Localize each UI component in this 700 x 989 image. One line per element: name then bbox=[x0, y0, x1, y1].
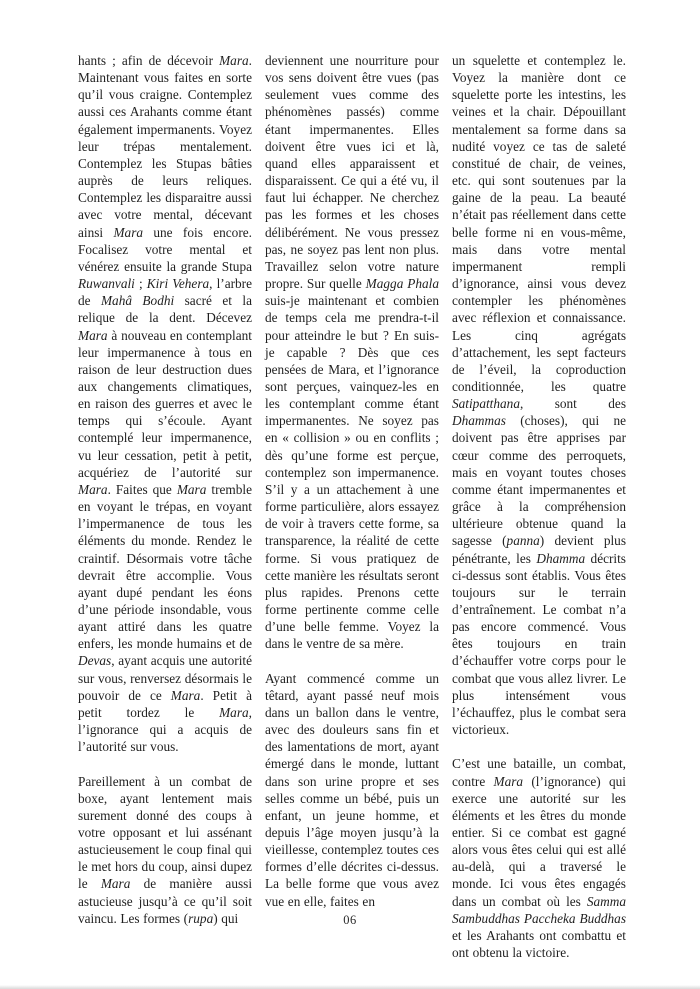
text-run: (l’ignorance) qui exerce une autorité sur les éléments et les êtres du monde entier. Si ce combat est gagné alors vous êtes celui qui est allé au-delà, qui a traversé le monde. Ici vous êtes engagés dans un combat où les bbox=[452, 773, 626, 909]
text-run: C’est une bataille, un combat, contre bbox=[452, 756, 626, 789]
text-run: . Faites que bbox=[107, 481, 177, 497]
text-run-italic: Dhamma bbox=[536, 550, 586, 566]
text-run: Ayant commencé comme un têtard, ayant passé neuf mois dans un ballon dans le ventre, avec des douleurs sans fin et des lamentations de mort, ayant émergé dans le monde, luttant dans son urine propre et ses selles comme un bébé, puis un enfant, un jeune homme, et depuis l’âge moyen jusqu’à la vieillesse, contemplez toutes ces formes d’elle décrites ci-dessus. La belle forme que vous avez vue en elle, faites en bbox=[265, 670, 439, 909]
paragraph bbox=[265, 52, 439, 652]
page-number: 06 bbox=[343, 913, 357, 927]
text-run: deviennent une nourriture pour vos sens doivent être vues (pas seulement vues comme des phénomènes passés) comme étant impermanentes. Elles doivent être vues ici et là, quand elles apparaissent et disparaissent. Ce qui a été vu, il faut lui échapper. Ne cherchez pas les formes et les choses délibérément. Ne vous pressez pas, ne soyez pas lent non plus. Travaillez selon votre nature propre. Sur quelle bbox=[265, 53, 439, 292]
paragraph bbox=[452, 52, 626, 738]
text-run-italic: Magga Phala bbox=[365, 276, 439, 292]
text-run-italic: Mara bbox=[100, 876, 131, 892]
text-run-italic: Ruwanvali bbox=[78, 276, 135, 292]
text-run: sacré et la relique de la dent. Décevez bbox=[78, 293, 252, 326]
text-run: à nouveau en contemplant leur impermanence à tous en raison de leur destruction dues aux changements climatiques, en raison des guerres et avec le temps qui s’écoule. Ayant contemplé leur impermanence, vu leur cessation, petit à petit, acquériez de l’autorité sur bbox=[78, 327, 252, 480]
text-column-3 bbox=[452, 52, 626, 961]
text-run-italic: Mara bbox=[170, 687, 201, 703]
text-run-italic: Mara bbox=[113, 224, 144, 240]
text-run-italic: Mara bbox=[78, 327, 108, 343]
page-bottom-edge bbox=[0, 985, 700, 989]
text-run-italic: Mara bbox=[493, 773, 524, 789]
text-run-italic: Satipatthana bbox=[452, 396, 520, 412]
text-run: ) devient plus pénétrante, les bbox=[452, 533, 626, 566]
text-run: une fois encore. Focalisez votre mental et vénérez ensuite la grande Stupa bbox=[78, 224, 252, 274]
text-run-italic: rupa bbox=[188, 910, 214, 926]
paragraph bbox=[78, 52, 252, 755]
text-run: . Petit à petit tordez le bbox=[78, 687, 252, 720]
text-run-italic: Samma Sambuddhas Paccheka Buddhas bbox=[452, 893, 626, 926]
text-columns bbox=[78, 52, 626, 961]
text-run: hants ; afin de décevoir bbox=[78, 53, 220, 68]
text-column-2 bbox=[265, 52, 439, 961]
text-run-italic: Mara bbox=[219, 704, 249, 720]
text-run: de manière aussi astucieuse jusqu’à ce qu’il soit vaincu. Les formes ( bbox=[78, 876, 253, 926]
text-run: , l’ignorance qui a acquis de l’autorité sur vous. bbox=[78, 704, 252, 755]
text-run: et les Arahants ont combattu et ont obtenu la victoire. bbox=[452, 927, 626, 961]
text-run: suis-je maintenant et combien de temps cela me prendra-t-il pour atteindre le but ? En suis-je capable ? Dès que ces pensées de Mara, et l’ignorance sont perçues, vainquez-les en les contemplant comme étant impermanentes. Ne soyez pas en « collision » ou en conflits ; dès qu’une forme est perçue, contemplez son impermanence. S’il y a un attachement à une forme particulière, alors essayez de voir à travers cette forme, sa transparence, la réalité de cette forme. Si vous pratiquez de cette manière les résultats seront plus rapides. Prenons cette forme pertinente comme celle d’une belle femme. Voyez la dans le ventre de sa mère. bbox=[265, 293, 439, 652]
text-run: ; bbox=[134, 276, 147, 292]
text-run: un squelette et contemplez le. Voyez la manière dont ce squelette porte les intestins, les veines et la chair. Dépouillant mentalement sa forme dans sa nudité voyez ce tas de saleté constitué de chair, de veines, etc. qui sont soutenues par la gaine de la peau. La beauté n’était pas réellement dans cette belle forme ni en vous-même, mais dans votre mental impermanent rempli d’ignorance, ainsi vous devez contempler les phénomènes avec réflexion et connaissance. Les cinq agrégats d’attachement, les sept facteurs de l’éveil, la coproduction conditionnée, les quatre bbox=[452, 53, 626, 394]
text-run: décrits ci-dessus sont établis. Vous êtes toujours sur le terrain d’entraînement. Le combat n’a pas encore commencé. Vous êtes toujours en train d’échauffer votre corps pour le combat que vous allez livrer. Le plus intensément vous l’échauffez, plus le combat sera victorieux. bbox=[452, 550, 626, 738]
paragraph bbox=[78, 773, 252, 927]
text-run-italic: panna bbox=[506, 533, 540, 549]
text-column-1 bbox=[78, 52, 252, 961]
text-run-italic: Dhammas bbox=[452, 413, 506, 429]
paragraph bbox=[265, 670, 439, 910]
text-run-italic: Devas bbox=[78, 653, 112, 669]
text-run: Pareillement à un combat de boxe, ayant lentement mais surement donné des coups à votre opposant et lui assénant astucieusement le coup final qui le met hors du coup, ainsi dupez le bbox=[78, 773, 252, 892]
text-run: ) qui bbox=[213, 910, 239, 926]
text-run: , ayant acquis une autorité sur vous, renversez désormais le pouvoir de ce bbox=[78, 653, 252, 703]
text-run: (choses), qui ne doivent pas être apprises par cœur comme des perroquets, mais en voyant toutes choses comme étant impermanentes et grâce à la compréhension ultérieure obtenue quand la sagesse ( bbox=[452, 413, 626, 549]
text-run-italic: Mara bbox=[219, 53, 249, 68]
text-run-italic: Mara bbox=[176, 481, 207, 497]
text-run: . Maintenant vous faites en sorte qu’il vous craigne. Contemplez aussi ces Arahants comme étant également impermanents. Voyez leur trépas mentalement. Contemplez les Stupas bâties auprès de leurs reliques. Contemplez les disparaitre aussi avec votre mental, décevant ainsi bbox=[78, 53, 252, 240]
paragraph bbox=[452, 755, 626, 961]
text-run-italic: Mara bbox=[78, 481, 108, 497]
text-run-italic: Mahâ Bodhi bbox=[100, 293, 175, 309]
text-run: tremble en voyant le trépas, en voyant l’impermanence de tous les éléments du monde. Rendez le craintif. Désormais votre tâche devrait être accomplie. Vous ayant dupé pendant les éons d’une période insondable, vous ayant attiré dans les quatre enfers, les monde humains et de bbox=[78, 481, 252, 652]
text-run-italic: Kiri Vehera bbox=[146, 276, 210, 292]
text-run: , sont des bbox=[519, 396, 626, 412]
text-run: , l’arbre de bbox=[78, 276, 252, 309]
